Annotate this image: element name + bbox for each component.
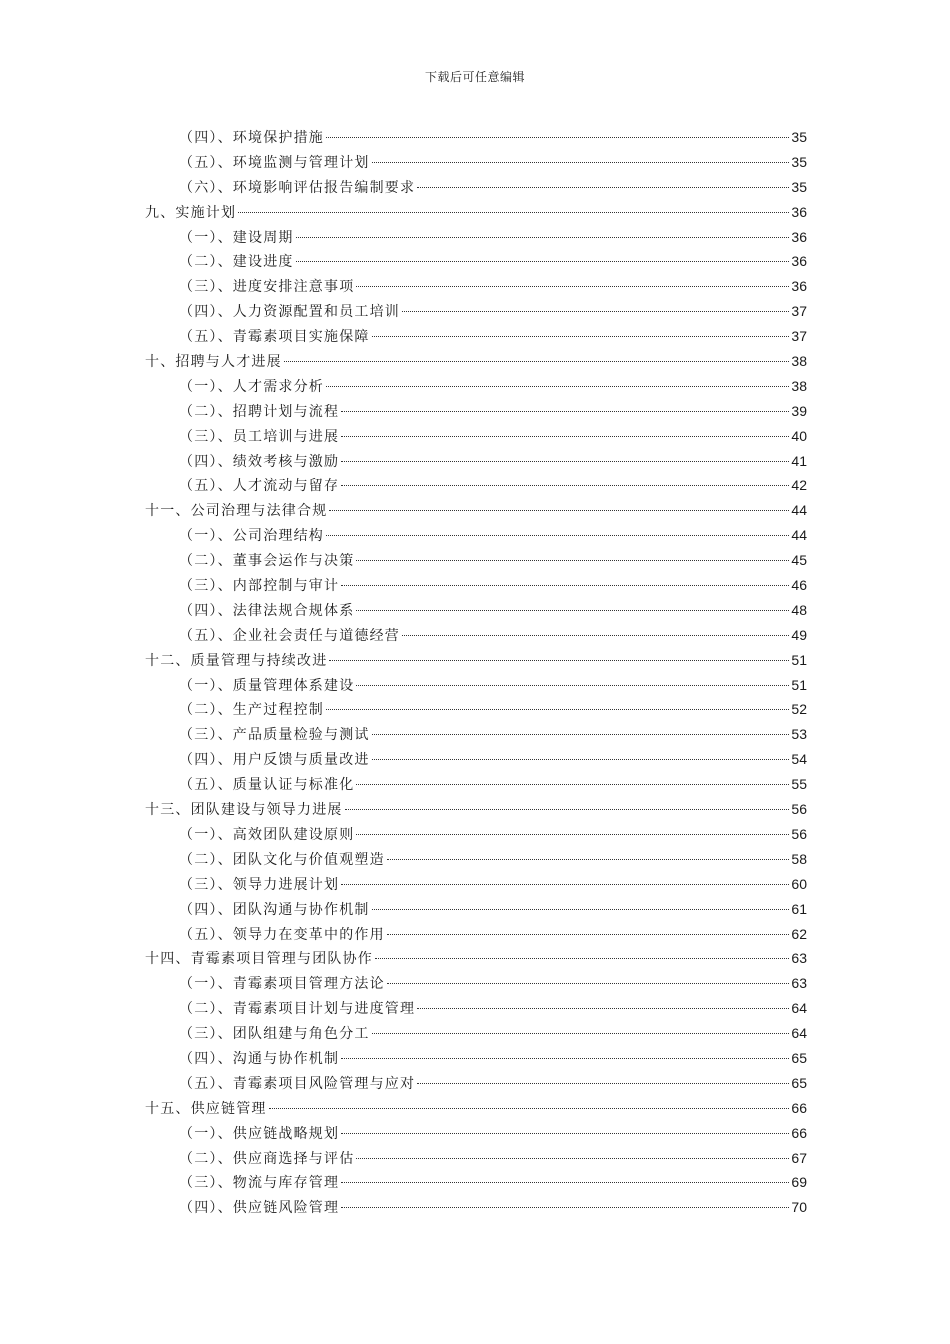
toc-page-number: 54: [791, 751, 807, 768]
toc-dot-leader: [329, 510, 789, 511]
toc-page-number: 39: [791, 402, 807, 419]
toc-page-number: 36: [791, 278, 807, 295]
toc-page-number: 45: [791, 552, 807, 569]
toc-section-entry[interactable]: [145, 1121, 807, 1146]
toc-entry-title: （一）、公司治理结构: [179, 528, 324, 545]
toc-chapter-entry[interactable]: [145, 498, 807, 523]
toc-chapter-entry[interactable]: [145, 797, 807, 822]
toc-section-entry[interactable]: [145, 473, 807, 498]
toc-entry-title: （四）、绩效考核与激励: [179, 453, 340, 470]
toc-dot-leader: [329, 660, 789, 661]
toc-page-number: 44: [791, 502, 807, 519]
toc-page-number: 46: [791, 577, 807, 594]
toc-page-number: 36: [791, 253, 807, 270]
toc-page-number: 55: [791, 776, 807, 793]
toc-section-entry[interactable]: [145, 449, 807, 474]
toc-section-entry[interactable]: [145, 971, 807, 996]
toc-dot-leader: [356, 286, 789, 287]
toc-entry-title: （五）、青霉素项目风险管理与应对: [179, 1075, 416, 1092]
toc-entry-title: （二）、生产过程控制: [179, 702, 324, 719]
toc-section-entry[interactable]: [145, 747, 807, 772]
toc-entry-title: （四）、团队沟通与协作机制: [179, 901, 370, 918]
toc-entry-title: （三）、产品质量检验与测试: [179, 727, 370, 744]
toc-section-entry[interactable]: [145, 922, 807, 947]
toc-section-entry[interactable]: [145, 175, 807, 200]
toc-page-number: 48: [791, 601, 807, 618]
toc-entry-title: （一）、人才需求分析: [179, 378, 324, 395]
toc-entry-title: 十二、质量管理与持续改进: [145, 652, 328, 669]
toc-entry-title: （四）、环境保护措施: [179, 130, 324, 146]
toc-dot-leader: [296, 237, 790, 238]
toc-dot-leader: [341, 585, 789, 586]
toc-dot-leader: [345, 809, 790, 810]
toc-entry-title: 九、实施计划: [145, 204, 237, 221]
toc-entry-title: （二）、供应商选择与评估: [179, 1150, 355, 1167]
toc-entry-title: （四）、人力资源配置和员工培训: [179, 304, 400, 321]
toc-page-number: 61: [791, 900, 807, 917]
toc-entry-title: （三）、物流与库存管理: [179, 1175, 340, 1192]
toc-section-entry[interactable]: [145, 274, 807, 299]
toc-dot-leader: [372, 759, 790, 760]
toc-section-entry[interactable]: [145, 1071, 807, 1096]
toc-page-number: 53: [791, 726, 807, 743]
toc-page-number: 38: [791, 377, 807, 394]
toc-dot-leader: [402, 635, 789, 636]
toc-section-entry[interactable]: [145, 249, 807, 274]
toc-entry-title: 十一、公司治理与法律合规: [145, 503, 328, 520]
toc-dot-leader: [417, 1083, 789, 1084]
toc-entry-title: （三）、内部控制与审计: [179, 578, 340, 595]
toc-dot-leader: [341, 1133, 789, 1134]
toc-section-entry[interactable]: [145, 299, 807, 324]
toc-section-entry[interactable]: [145, 897, 807, 922]
toc-page-number: 64: [791, 1000, 807, 1017]
toc-entry-title: （二）、招聘计划与流程: [179, 403, 340, 420]
toc-dot-leader: [341, 1058, 789, 1059]
toc-dot-leader: [341, 461, 789, 462]
toc-entry-title: （五）、青霉素项目实施保障: [179, 329, 370, 346]
toc-page-number: 63: [791, 975, 807, 992]
toc-page-number: 65: [791, 1049, 807, 1066]
toc-dot-leader: [356, 685, 789, 686]
toc-dot-leader: [356, 610, 789, 611]
toc-entry-title: （六）、环境影响评估报告编制要求: [179, 179, 416, 196]
toc-page-number: 51: [791, 676, 807, 693]
toc-chapter-entry[interactable]: [145, 200, 807, 225]
toc-dot-leader: [356, 1158, 789, 1159]
toc-section-entry[interactable]: [145, 548, 807, 573]
toc-dot-leader: [387, 934, 790, 935]
toc-page-number: 36: [791, 203, 807, 220]
toc-entry-title: （二）、董事会运作与决策: [179, 553, 355, 570]
table-of-contents: [145, 125, 807, 1220]
toc-dot-leader: [284, 361, 790, 362]
toc-entry-title: （四）、法律法规合规体系: [179, 602, 355, 619]
toc-entry-title: 十五、供应链管理: [145, 1100, 267, 1117]
toc-entry-title: 十三、团队建设与领导力进展: [145, 802, 343, 819]
toc-section-entry[interactable]: [145, 673, 807, 698]
toc-section-entry[interactable]: [145, 125, 807, 150]
toc-entry-title: （一）、建设周期: [179, 229, 294, 246]
toc-section-entry[interactable]: [145, 424, 807, 449]
toc-dot-leader: [417, 187, 789, 188]
toc-dot-leader: [372, 1033, 790, 1034]
toc-chapter-entry[interactable]: [145, 349, 807, 374]
toc-entry-title: （一）、供应链战略规划: [179, 1125, 340, 1142]
toc-dot-leader: [269, 1108, 790, 1109]
toc-chapter-entry[interactable]: [145, 946, 807, 971]
toc-page-number: 37: [791, 303, 807, 320]
toc-section-entry[interactable]: [145, 573, 807, 598]
toc-dot-leader: [356, 560, 789, 561]
toc-dot-leader: [341, 1207, 789, 1208]
toc-entry-title: （五）、领导力在变革中的作用: [179, 926, 385, 943]
toc-dot-leader: [341, 485, 789, 486]
toc-entry-title: （四）、用户反馈与质量改进: [179, 752, 370, 769]
toc-dot-leader: [326, 535, 789, 536]
toc-page-number: 40: [791, 427, 807, 444]
toc-section-entry[interactable]: [145, 1146, 807, 1171]
toc-page-number: 49: [791, 626, 807, 643]
toc-dot-leader: [375, 958, 789, 959]
toc-section-entry[interactable]: [145, 1195, 807, 1220]
toc-dot-leader: [326, 386, 789, 387]
toc-section-entry[interactable]: [145, 872, 807, 897]
toc-entry-title: （二）、团队文化与价值观塑造: [179, 851, 385, 868]
toc-entry-title: （五）、环境监测与管理计划: [179, 154, 370, 171]
toc-entry-title: 十、招聘与人才进展: [145, 354, 282, 371]
toc-dot-leader: [341, 1182, 789, 1183]
toc-page-number: 62: [791, 925, 807, 942]
toc-entry-title: （五）、质量认证与标准化: [179, 777, 355, 794]
toc-page-number: 52: [791, 701, 807, 718]
toc-section-entry[interactable]: [145, 772, 807, 797]
toc-entry-title: （三）、领导力进展计划: [179, 876, 340, 893]
toc-dot-leader: [341, 411, 789, 412]
toc-section-entry[interactable]: [145, 523, 807, 548]
toc-page-number: 51: [791, 651, 807, 668]
toc-entry-title: （二）、青霉素项目计划与进度管理: [179, 1001, 416, 1018]
toc-page-number: 58: [791, 850, 807, 867]
toc-page-number: 56: [791, 825, 807, 842]
toc-dot-leader: [387, 983, 790, 984]
toc-page-number: 35: [791, 178, 807, 195]
toc-page-number: 36: [791, 228, 807, 245]
toc-page-number: 38: [791, 353, 807, 370]
toc-page-number: 70: [791, 1199, 807, 1216]
toc-section-entry[interactable]: [145, 324, 807, 349]
toc-entry-title: （一）、青霉素项目管理方法论: [179, 976, 385, 993]
toc-page-number: 63: [791, 950, 807, 967]
toc-dot-leader: [356, 784, 789, 785]
toc-section-entry[interactable]: [145, 225, 807, 250]
toc-chapter-entry[interactable]: [145, 648, 807, 673]
toc-section-entry[interactable]: [145, 1046, 807, 1071]
toc-dot-leader: [326, 709, 789, 710]
toc-dot-leader: [356, 834, 789, 835]
toc-page-number: 35: [791, 153, 807, 170]
toc-page-number: 66: [791, 1099, 807, 1116]
toc-dot-leader: [372, 336, 790, 337]
toc-entry-title: （一）、高效团队建设原则: [179, 826, 355, 843]
toc-page-number: 42: [791, 477, 807, 494]
toc-section-entry[interactable]: [145, 623, 807, 648]
toc-section-entry[interactable]: [145, 598, 807, 623]
page-header: 下载后可任意编辑: [424, 70, 525, 84]
toc-section-entry[interactable]: [145, 1021, 807, 1046]
toc-section-entry[interactable]: [145, 847, 807, 872]
toc-section-entry[interactable]: [145, 697, 807, 722]
toc-entry-title: （三）、团队组建与角色分工: [179, 1026, 370, 1043]
toc-page-number: 56: [791, 801, 807, 818]
toc-dot-leader: [372, 909, 790, 910]
toc-entry-title: 十四、青霉素项目管理与团队协作: [145, 951, 373, 968]
toc-section-entry[interactable]: [145, 822, 807, 847]
toc-dot-leader: [341, 884, 789, 885]
toc-section-entry[interactable]: [145, 399, 807, 424]
toc-dot-leader: [296, 261, 790, 262]
toc-entry-title: （一）、质量管理体系建设: [179, 677, 355, 694]
toc-dot-leader: [387, 859, 790, 860]
toc-entry-title: （四）、供应链风险管理: [179, 1200, 340, 1217]
toc-dot-leader: [402, 311, 789, 312]
toc-section-entry[interactable]: [145, 1170, 807, 1195]
toc-entry-title: （二）、建设进度: [179, 254, 294, 271]
toc-page-number: 69: [791, 1174, 807, 1191]
toc-dot-leader: [372, 162, 790, 163]
toc-section-entry[interactable]: [145, 722, 807, 747]
toc-chapter-entry[interactable]: [145, 1096, 807, 1121]
toc-page-number: 44: [791, 527, 807, 544]
toc-dot-leader: [341, 436, 789, 437]
toc-dot-leader: [326, 137, 789, 138]
toc-page-number: 41: [791, 452, 807, 469]
toc-page-number: 67: [791, 1149, 807, 1166]
toc-entry-title: （四）、沟通与协作机制: [179, 1050, 340, 1067]
toc-dot-leader: [238, 212, 789, 213]
toc-page-number: 65: [791, 1074, 807, 1091]
toc-page-number: 64: [791, 1025, 807, 1042]
toc-section-entry[interactable]: [145, 150, 807, 175]
toc-page-number: 66: [791, 1124, 807, 1141]
toc-entry-title: （三）、员工培训与进展: [179, 428, 340, 445]
toc-section-entry[interactable]: [145, 374, 807, 399]
toc-page-number: 60: [791, 875, 807, 892]
toc-page-number: 35: [791, 129, 807, 145]
toc-section-entry[interactable]: [145, 996, 807, 1021]
toc-dot-leader: [417, 1008, 789, 1009]
toc-entry-title: （五）、人才流动与留存: [179, 478, 340, 495]
toc-entry-title: （三）、进度安排注意事项: [179, 279, 355, 296]
toc-entry-title: （五）、企业社会责任与道德经营: [179, 627, 400, 644]
toc-dot-leader: [372, 734, 790, 735]
toc-page-number: 37: [791, 328, 807, 345]
